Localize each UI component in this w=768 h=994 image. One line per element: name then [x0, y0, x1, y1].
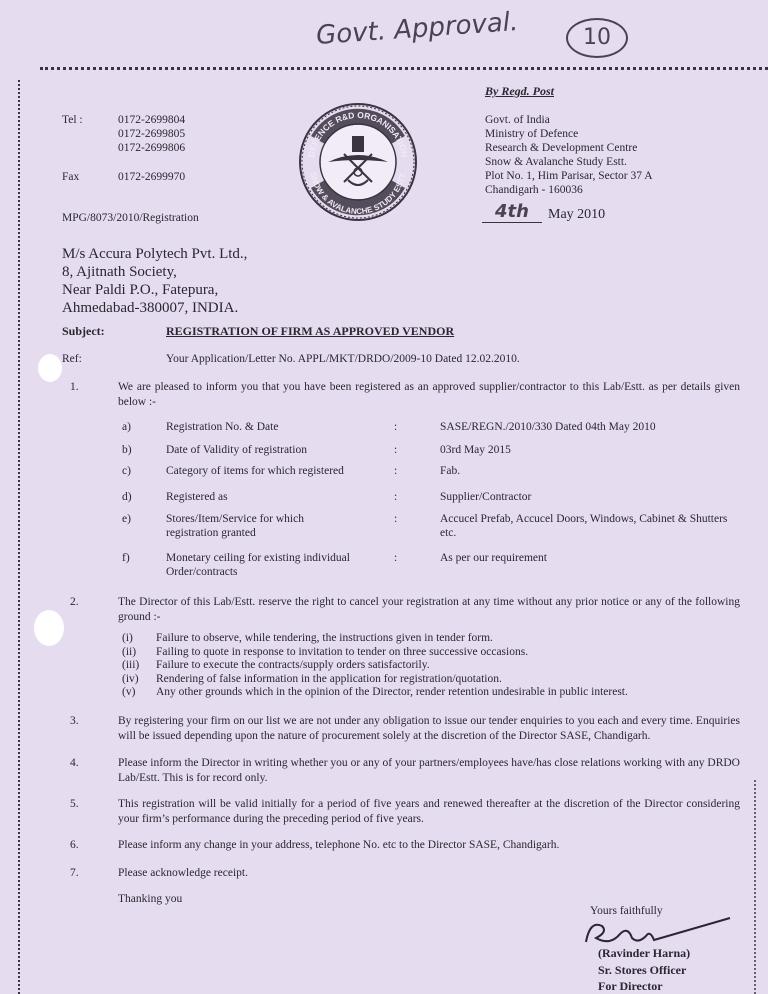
- signature-initials: [588, 924, 619, 945]
- ground-item: [122, 646, 742, 660]
- ground-text: Any other grounds which in the opinion of the Director, render retention undesirable in public interest.: [156, 686, 628, 698]
- detail-label: Stores/Item/Service for which registration granted: [166, 513, 304, 539]
- top-dotted-border: [40, 67, 768, 70]
- ground-item: [122, 632, 742, 646]
- ground-numeral: (i): [122, 632, 133, 644]
- ground-text: Failing to quote in response to invitation to tender on three successive occasions.: [156, 645, 529, 658]
- ground-numeral: (ii): [122, 645, 137, 658]
- para-1-text: We are pleased to inform you that you have been registered as an approved supplier/contractor to this Lab/Estt. as per details given below :-: [118, 381, 740, 408]
- cancellation-grounds-list: [122, 632, 742, 700]
- addressee-line: Near Paldi P.O., Fatepura,: [62, 282, 219, 298]
- date-day-handwritten: [482, 201, 542, 223]
- yours-faithfully: Yours faithfully: [590, 905, 663, 917]
- post-marking: By Regd. Post: [485, 84, 554, 98]
- left-dotted-border: [18, 80, 20, 994]
- ground-item: [122, 673, 742, 687]
- detail-key: e): [122, 513, 131, 525]
- para-1-number: 1.: [70, 381, 79, 393]
- detail-label: Registered as: [166, 491, 228, 503]
- para-3-number: 3.: [70, 715, 79, 727]
- ground-text: Rendering of false information in the application for registration/quotation.: [156, 672, 502, 685]
- detail-key: d): [122, 491, 132, 503]
- para-5-text: This registration will be valid initially for a period of five years and renewed thereafter at the discretion of the Director considering your firm’s performance during the preceding period of five years.: [118, 798, 740, 825]
- tel-number: 0172-2699806: [118, 142, 186, 154]
- para-6-text: Please inform any change in your address, telephone No. etc to the Director SASE, Chandigarh.: [118, 839, 560, 851]
- detail-label: Registration No. & Date: [166, 421, 279, 433]
- emblem-text-top: DEFENCE R&D ORGANISATION: [306, 109, 410, 159]
- punch-hole-bottom: [34, 610, 64, 646]
- subject-text: REGISTRATION OF FIRM AS APPROVED VENDOR: [166, 324, 455, 338]
- para-2-text: The Director of this Lab/Estt. reserve the right to cancel your registration at any time without any prior notice or any of the following ground :-: [118, 596, 740, 623]
- sender-line: Chandigarh - 160036: [485, 184, 583, 196]
- detail-colon: :: [394, 465, 398, 477]
- date-month-year: May 2010: [548, 207, 606, 222]
- tel-numbers: [118, 113, 185, 155]
- sender-line: Snow & Avalanche Study Estt.: [485, 156, 627, 168]
- detail-colon: :: [394, 444, 398, 456]
- sender-address: [485, 113, 653, 197]
- ref-label: Ref:: [62, 353, 82, 365]
- detail-value: SASE/REGN./2010/330 Dated 04th May 2010: [440, 421, 656, 433]
- detail-key: b): [122, 444, 132, 456]
- sender-line: Govt. of India: [485, 114, 550, 126]
- punch-hole-top: [38, 354, 62, 382]
- detail-key: c): [122, 465, 131, 477]
- right-dotted-border: [754, 780, 756, 994]
- ground-text: Failure to execute the contracts/supply orders satisfactorily.: [156, 659, 430, 671]
- sender-line: Plot No. 1, Him Parisar, Sector 37 A: [485, 170, 653, 182]
- ground-item: [122, 686, 742, 700]
- detail-label: Monetary ceiling for existing individual Order/contracts: [166, 552, 350, 578]
- detail-label: Category of items for which registered: [166, 465, 344, 477]
- tel-number: 0172-2699804: [118, 114, 186, 126]
- detail-value: As per our requirement: [440, 552, 547, 564]
- ref-text: Your Application/Letter No. APPL/MKT/DRDO/2009-10 Dated 12.02.2010.: [166, 353, 520, 365]
- ground-item: [122, 659, 742, 673]
- tel-number: 0172-2699805: [118, 128, 186, 140]
- detail-colon: :: [394, 552, 398, 564]
- detail-label: Date of Validity of registration: [166, 444, 307, 456]
- para-7-text: Please acknowledge receipt.: [118, 867, 248, 879]
- addressee-line: Ahmedabad-380007, INDIA.: [62, 300, 239, 316]
- para-4-number: 4.: [70, 757, 79, 769]
- detail-value: Accucel Prefab, Accucel Doors, Windows, Cabinet & Shutters etc.: [440, 513, 728, 539]
- para-2-number: 2.: [70, 596, 79, 608]
- addressee-line: M/s Accura Polytech Pvt. Ltd.,: [62, 246, 248, 262]
- detail-colon: :: [394, 421, 398, 433]
- reference-number: MPG/8073/2010/Registration: [62, 212, 199, 224]
- fax-number: 0172-2699970: [118, 171, 186, 183]
- para-4-text: Please inform the Director in writing whether you or any of your partners/employees have/has close relations working with any DRDO Lab/Estt. This is for record only.: [118, 757, 740, 784]
- sender-line: Research & Development Centre: [485, 142, 638, 154]
- detail-key: f): [122, 552, 130, 564]
- addressee-line: 8, Ajitnath Society,: [62, 264, 177, 280]
- para-3-text: By registering your firm on our list we are not under any obligation to issue our tender enquiries to you each and every time. Enquiries will be issued depending upon the nature of procurement solely at the discretion of the Director SASE, Chandigarh.: [118, 715, 740, 742]
- ground-numeral: (iii): [122, 659, 140, 671]
- ground-numeral: (iv): [122, 672, 139, 685]
- para-7-number: 7.: [70, 867, 79, 879]
- date-day: 4th: [495, 201, 529, 222]
- detail-key: a): [122, 421, 131, 433]
- drdo-emblem-seal: [296, 100, 420, 224]
- tel-label: Tel :: [62, 114, 83, 126]
- detail-value: Supplier/Contractor: [440, 491, 532, 503]
- signatory-for: For Director: [598, 979, 663, 993]
- subject-label: Subject:: [62, 324, 105, 338]
- signatory-designation: Sr. Stores Officer: [598, 963, 687, 977]
- detail-value: 03rd May 2015: [440, 444, 511, 456]
- signatory-name: (Ravinder Harna): [598, 946, 691, 960]
- emblem-text-bottom: SNOW & AVALANCHE STUDY ESTT.: [308, 171, 408, 217]
- sender-line: Ministry of Defence: [485, 128, 579, 140]
- detail-colon: :: [394, 513, 398, 525]
- ground-text: Failure to observe, while tendering, the instructions given in tender form.: [156, 632, 493, 644]
- para-6-number: 6.: [70, 839, 79, 851]
- detail-value: Fab.: [440, 465, 461, 477]
- circled-page-number: 10: [566, 18, 628, 58]
- detail-colon: :: [394, 491, 398, 503]
- handwritten-note: Govt. Approval.: [315, 6, 520, 52]
- fax-label: Fax: [62, 171, 80, 183]
- addressee-block: [62, 245, 247, 317]
- closing-text: Thanking you: [118, 893, 183, 905]
- ground-numeral: (v): [122, 686, 136, 698]
- para-5-number: 5.: [70, 798, 79, 810]
